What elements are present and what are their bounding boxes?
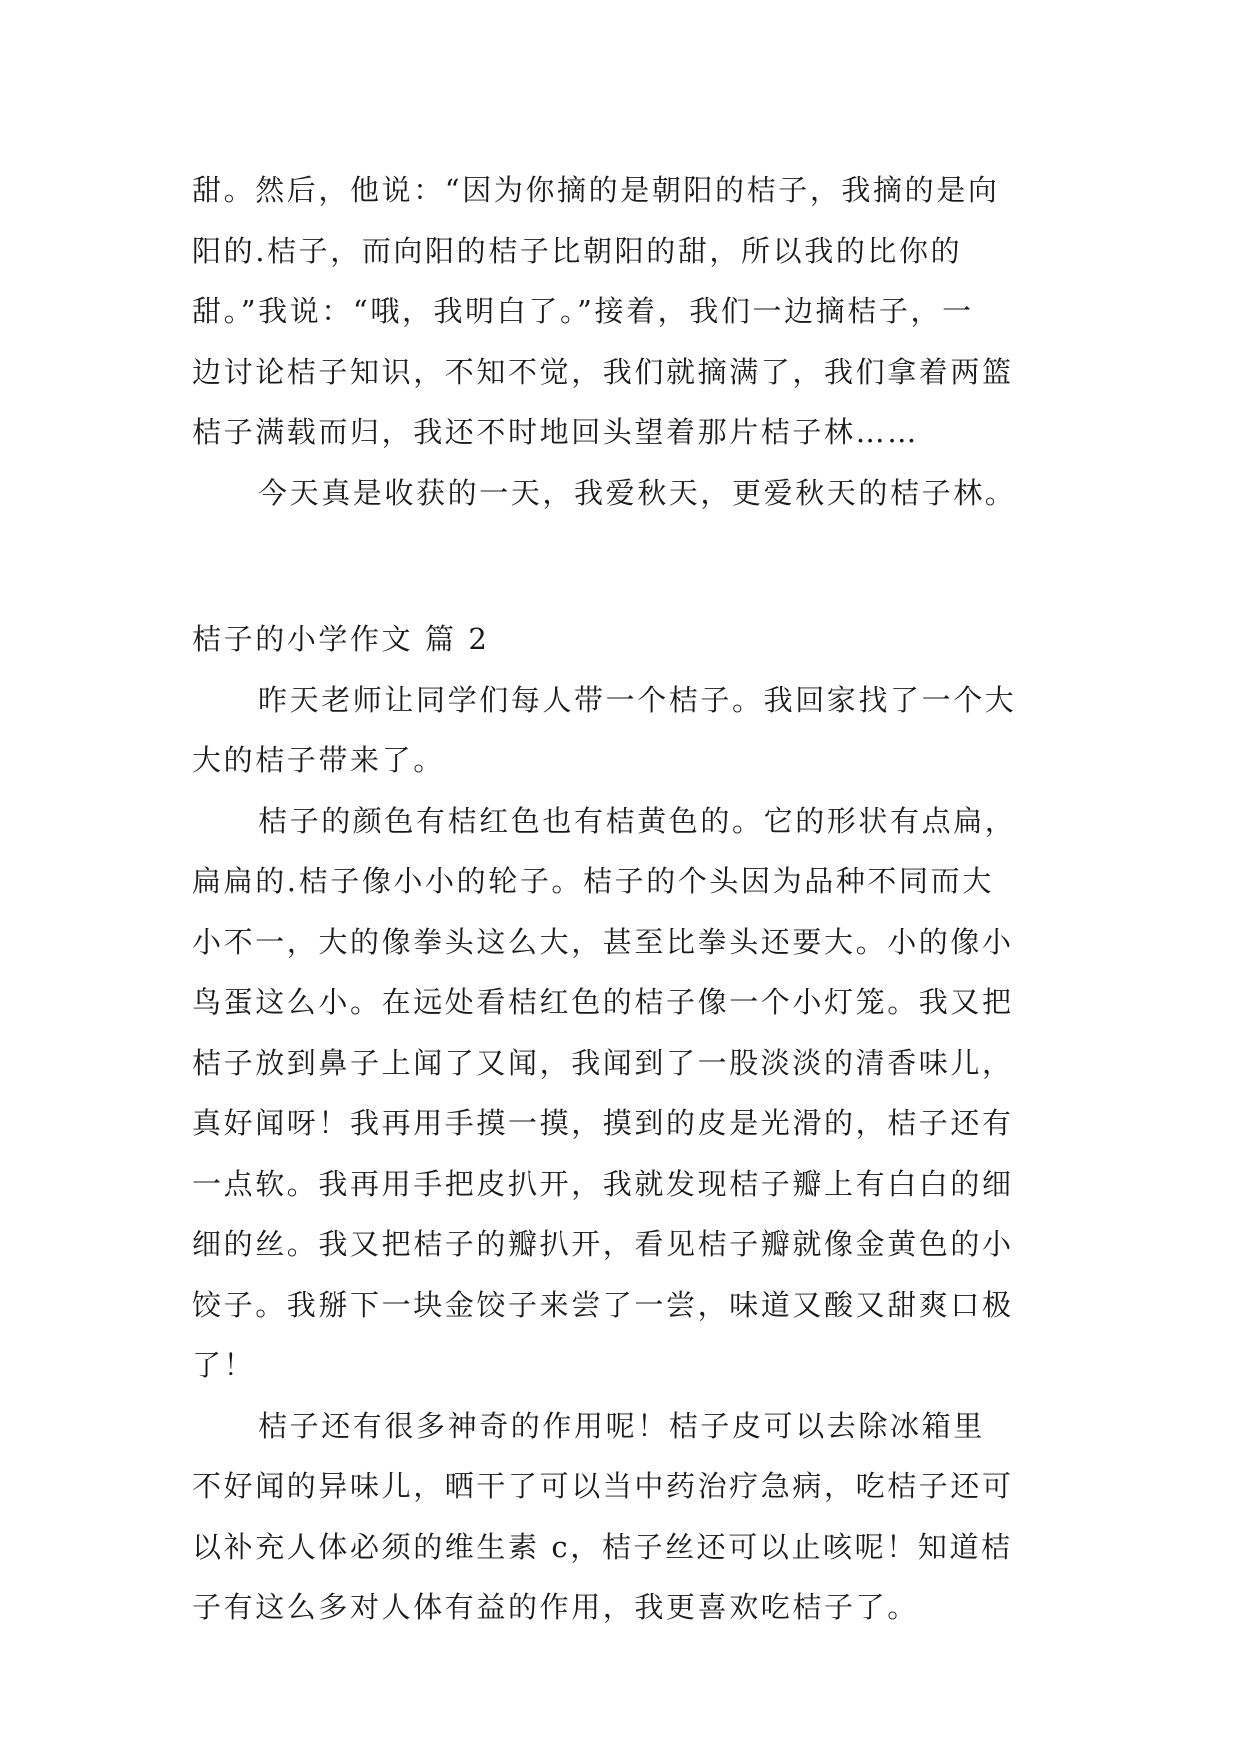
- section-1: [192, 160, 1050, 523]
- text-line: 桔子满载而归，我还不时地回头望着那片桔子林……: [192, 415, 919, 449]
- text-line: 子有这么多对人体有益的作用，我更喜欢吃桔子了。: [192, 1590, 919, 1624]
- text-line: 甜。”我说：“哦，我明白了。”接着，我们一边摘桔子，一: [192, 294, 974, 328]
- text-line: 细的丝。我又把桔子的瓣扒开，看见桔子瓣就像金黄色的小: [192, 1227, 1014, 1261]
- text-line: 桔子还有很多神奇的作用呢！桔子皮可以去除冰箱里: [258, 1408, 985, 1443]
- section-gap: [192, 523, 1050, 609]
- text-line: 小不一，大的像拳头这么大，甚至比拳头还要大。小的像小: [192, 924, 1014, 959]
- text-line: 饺子。我掰下一块金饺子来尝了一尝，味道又酸又甜爽口极: [192, 1287, 1014, 1322]
- text-line: 昨天老师让同学们每人带一个桔子。我回家找了一个大: [258, 682, 1017, 717]
- text-line: 大的桔子带来了。: [192, 743, 445, 777]
- text-line: 甜。然后，他说：“因为你摘的是朝阳的桔子，我摘的是向: [192, 173, 1000, 207]
- section-title: 桔子的小学作文 篇 2: [192, 622, 490, 656]
- paragraph-3: [192, 1396, 1050, 1638]
- text-line: 桔子放到鼻子上闻了又闻，我闻到了一股淡淡的清香味儿，: [192, 1045, 1014, 1080]
- document-page: [192, 160, 1050, 1638]
- text-line: 真好闻呀！我再用手摸一摸，摸到的皮是光滑的，桔子还有: [192, 1106, 1014, 1140]
- text-line: 边讨论桔子知识，不知不觉，我们就摘满了，我们拿着两篮: [192, 354, 1014, 389]
- text-line: 一点软。我再用手把皮扒开，我就发现桔子瓣上有白白的细: [192, 1166, 1014, 1201]
- text-line: 以补充人体必须的维生素 c，桔子丝还可以止咳呢！知道桔: [192, 1529, 1013, 1564]
- text-line: 扁扁的.桔子像小小的轮子。桔子的个头因为品种不同而大: [192, 864, 994, 898]
- paragraph-2: [192, 791, 1050, 1396]
- text-line: 了！: [192, 1348, 256, 1382]
- text-line: 不好闻的异味儿，晒干了可以当中药治疗急病，吃桔子还可: [192, 1469, 1014, 1503]
- text-line: 鸟蛋这么小。在远处看桔红色的桔子像一个小灯笼。我又把: [192, 985, 1014, 1019]
- section-2: [192, 609, 1050, 1638]
- paragraph-1: [192, 670, 1050, 791]
- text-line: 桔子的颜色有桔红色也有桔黄色的。它的形状有点扁，: [258, 803, 1017, 838]
- text-line: 阳的.桔子，而向阳的桔子比朝阳的甜，所以我的比你的: [192, 233, 963, 268]
- closing-line: 今天真是收获的一天，我爱秋天，更爱秋天的桔子林。: [258, 475, 1017, 510]
